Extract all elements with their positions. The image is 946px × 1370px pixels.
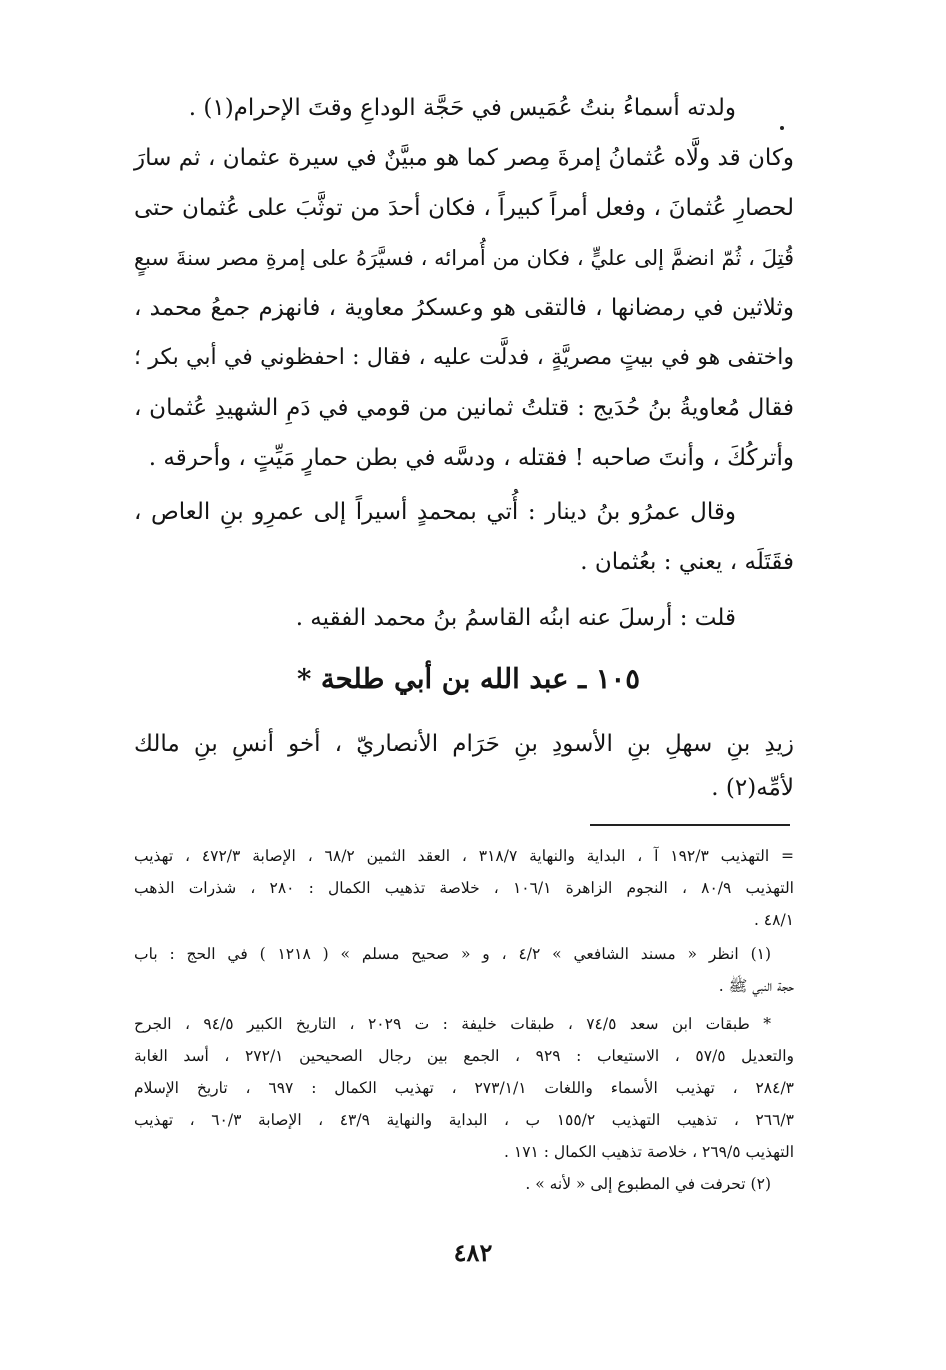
margin-dot [780,126,784,130]
footnote-line-4: (١) انظر « مسند الشافعي » ٤/٢ ، و « صحيح مسلم » ( ١٢١٨ ) في الحج : باب [134,945,772,963]
body-line-9: وقال عمرُو بنُ دينار : أُتي بمحمدٍ أسيراً إلى عمرِو بنِ العاص ، [134,499,736,525]
footnote-line-8: ٢٨٤/٣ ، تهذيب الأسماء واللغات ٢٧٣/١/١ ، تهذيب الكمال : ٦٩٧ ، تاريخ الإسلام [134,1079,795,1097]
body-line-3: لحصارِ عُثمانَ ، وفعل أمراً كبيراً ، فكان أحدَ من توثَّبَ على عُثمان حتى [134,195,794,221]
body-line-1: ولدته أسماءُ بنتُ عُمَيس في حَجَّة الوداعِ وقتَ الإحرام(١) . [188,95,736,121]
body-line-11: قلت : أرسلَ عنه ابنُه القاسمُ بنُ محمد الفقيه . [295,605,736,631]
body-line-4: قُتِلَ ، ثُمّ انضمَّ إلى عليٍّ ، فكان من أُمرائه ، فسيَّرَهُ على إمرةِ مصر سنةَ سبعٍ [134,246,794,270]
body-line-2: وكان قد ولَّاه عُثمانُ إمرةَ مِصر كما هو مبيَّنٌ في سيرة عثمان ، ثم سارَ [134,145,794,171]
body-line-8: وأتركُكَ ، وأنتَ صاحبه ! فقتله ، ودسَّه في بطن حمارٍ مَيِّتٍ ، وأحرقه . [148,445,794,471]
body-line-7: فقال مُعاويةُ بنُ حُدَيج : قتلتُ ثمانين من قومي في دَمِ الشهيدِ عُثمان ، [134,395,794,421]
footnote-line-10: التهذيب ٢٦٩/٥ ، خلاصة تذهيب الكمال : ١٧١ . [504,1143,794,1161]
footnote-line-1: = التهذيب ١٩٢/٣ آ ، البداية والنهاية ٣١٨/٧ ، العقد الثمين ٦٨/٢ ، الإصابة ٤٧٢/٣ ، تهذيب [134,847,794,865]
footnote-separator [590,824,790,826]
entry-line-2: لأمِّه(٢) . [711,775,794,801]
footnote-line-3: ٤٨/١ . [753,911,794,929]
footnote-line-7: والتعديل ٥٧/٥ ، الاستيعاب : ٩٢٩ ، الجمع بين رجال الصحيحين ٢٧٢/١ ، أسد الغابة [134,1047,794,1065]
footnote-line-11: (٢) تحرفت في المطبوع إلى « لأنه » . [525,1175,771,1193]
footnote-line-9: ٢٦٦/٣ ، تذهيب التهذيب ١٥٥/٢ ب ، البداية والنهاية ٤٣/٩ ، الإصابة ٦٠/٣ ، تهذيب [134,1111,794,1129]
body-line-6: واختفى هو في بيتٍ مصريَّةٍ ، فدلَّت عليه ، فقال : احفظوني في أبي بكر ؛ [134,345,794,370]
footnote-line-2: التهذيب ٨٠/٩ ، النجوم الزاهرة ١٠٦/١ ، خلاصة تذهيب الكمال : ٢٨٠ ، شذرات الذهب [134,879,794,897]
entry-line-1: زيدِ بنِ سهلِ بنِ الأسودِ بنِ حَرَام الأنصاريّ ، أخو أنسِ بنِ مالك [134,731,794,757]
entry-heading: ١٠٥ ـ عبد الله بن أبي طلحة * [296,663,641,695]
footnote-line-5: حجة النبي ﷺ . [718,977,794,995]
footnote-line-6: * طبقات ابن سعد ٧٤/٥ ، طبقات خليفة : ت ٢٠٢٩ ، التاريخ الكبير ٩٤/٥ ، الجرح [134,1015,771,1033]
body-line-10: فقَتَلَه ، يعني : بعُثمان . [580,549,794,575]
page-number: ٤٨٢ [453,1238,493,1267]
body-line-5: وثلاثين في رمضانها ، فالتقى هو وعسكرُ معاوية ، فانهزم جمعُ محمد ، [134,295,794,321]
